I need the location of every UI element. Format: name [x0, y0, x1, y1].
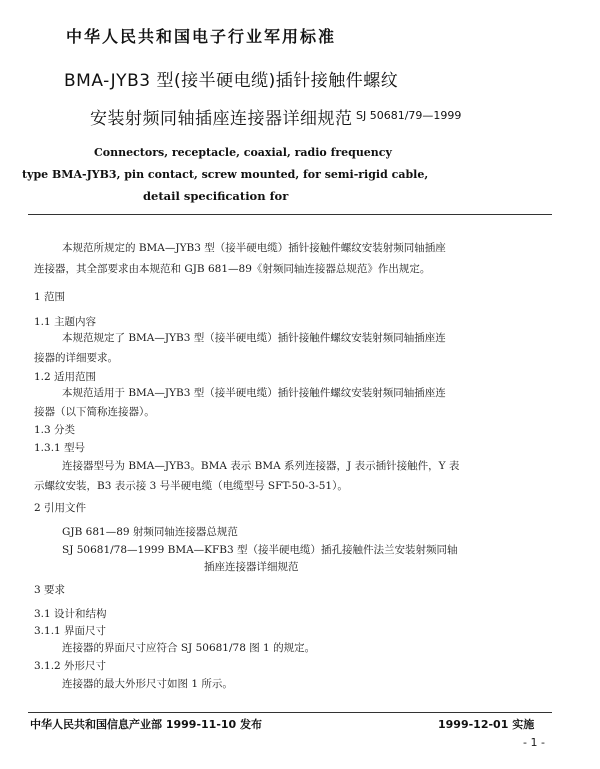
standard-number: SJ 50681/79—1999 [356, 109, 462, 122]
reference-gjb-681: GJB 681—89 射频同轴连接器总规范 [62, 526, 238, 538]
reference-sj-50681-78-continued: 插座连接器详细规范 [204, 561, 299, 573]
english-title-line-1: Connectors, receptacle, coaxial, radio frequency [94, 146, 392, 159]
document-title-line-1: BMA-JYB3 型(接半硬电缆)插针接触件螺纹 [64, 71, 399, 91]
section-1-heading: 1 范围 [34, 291, 66, 303]
section-2-heading: 2 引用文件 [34, 502, 87, 514]
section-3-1-1-text: 连接器的界面尺寸应符合 SJ 50681/78 图 1 的规定。 [62, 642, 316, 654]
section-1-1-text-line-2: 接器的详细要求。 [34, 352, 118, 364]
section-1-3-1-text-line-2: 示螺纹安装，B3 表示接 3 号半硬电缆（电缆型号 SFT-50-3-51）。 [34, 480, 348, 492]
effective-date: 1999-12-01 实施 [438, 718, 535, 731]
section-1-3-1-text-line-1: 连接器型号为 BMA—JYB3。BMA 表示 BMA 系列连接器，J 表示插针接触件，Y 表 [62, 460, 460, 472]
intro-paragraph-line-2: 连接器，其全部要求由本规范和 GJB 681—89《射频同轴连接器总规范》作出规定。 [34, 263, 431, 275]
english-title-line-3: detail specification for [143, 189, 289, 203]
reference-sj-50681-78: SJ 50681/78—1999 BMA—KFB3 型（接半硬电缆）插孔接触件法兰安装射频同轴 [62, 544, 458, 556]
section-1-2-heading: 1.2 适用范围 [34, 371, 97, 383]
document-title-line-2: 安装射频同轴插座连接器详细规范 [90, 109, 353, 129]
section-3-1-2-text: 连接器的最大外形尺寸如图 1 所示。 [62, 678, 233, 690]
section-1-3-heading: 1.3 分类 [34, 424, 76, 436]
section-1-2-text-line-2: 接器（以下简称连接器）。 [34, 406, 155, 418]
section-3-1-2-heading: 3.1.2 外形尺寸 [34, 660, 107, 672]
section-3-1-1-heading: 3.1.1 界面尺寸 [34, 625, 107, 637]
issuer-and-issue-date: 中华人民共和国信息产业部 1999-11-10 发布 [30, 718, 263, 731]
english-title-line-2: type BMA-JYB3, pin contact, screw mounted, for semi-rigid cable, [22, 168, 429, 181]
section-1-3-1-heading: 1.3.1 型号 [34, 442, 86, 454]
section-1-1-heading: 1.1 主题内容 [34, 316, 97, 328]
section-3-heading: 3 要求 [34, 584, 66, 596]
footer-divider [28, 712, 552, 713]
header-divider [28, 214, 552, 215]
page-number: - 1 - [523, 736, 545, 749]
standard-organization-heading: 中华人民共和国电子行业军用标准 [66, 27, 337, 46]
intro-paragraph-line-1: 本规范所规定的 BMA—JYB3 型（接半硬电缆）插针接触件螺纹安装射频同轴插座 [62, 242, 446, 254]
section-3-1-heading: 3.1 设计和结构 [34, 608, 107, 620]
section-1-1-text-line-1: 本规范规定了 BMA—JYB3 型（接半硬电缆）插针接触件螺纹安装射频同轴插座连 [62, 332, 446, 344]
section-1-2-text-line-1: 本规范适用于 BMA—JYB3 型（接半硬电缆）插针接触件螺纹安装射频同轴插座连 [62, 387, 446, 399]
